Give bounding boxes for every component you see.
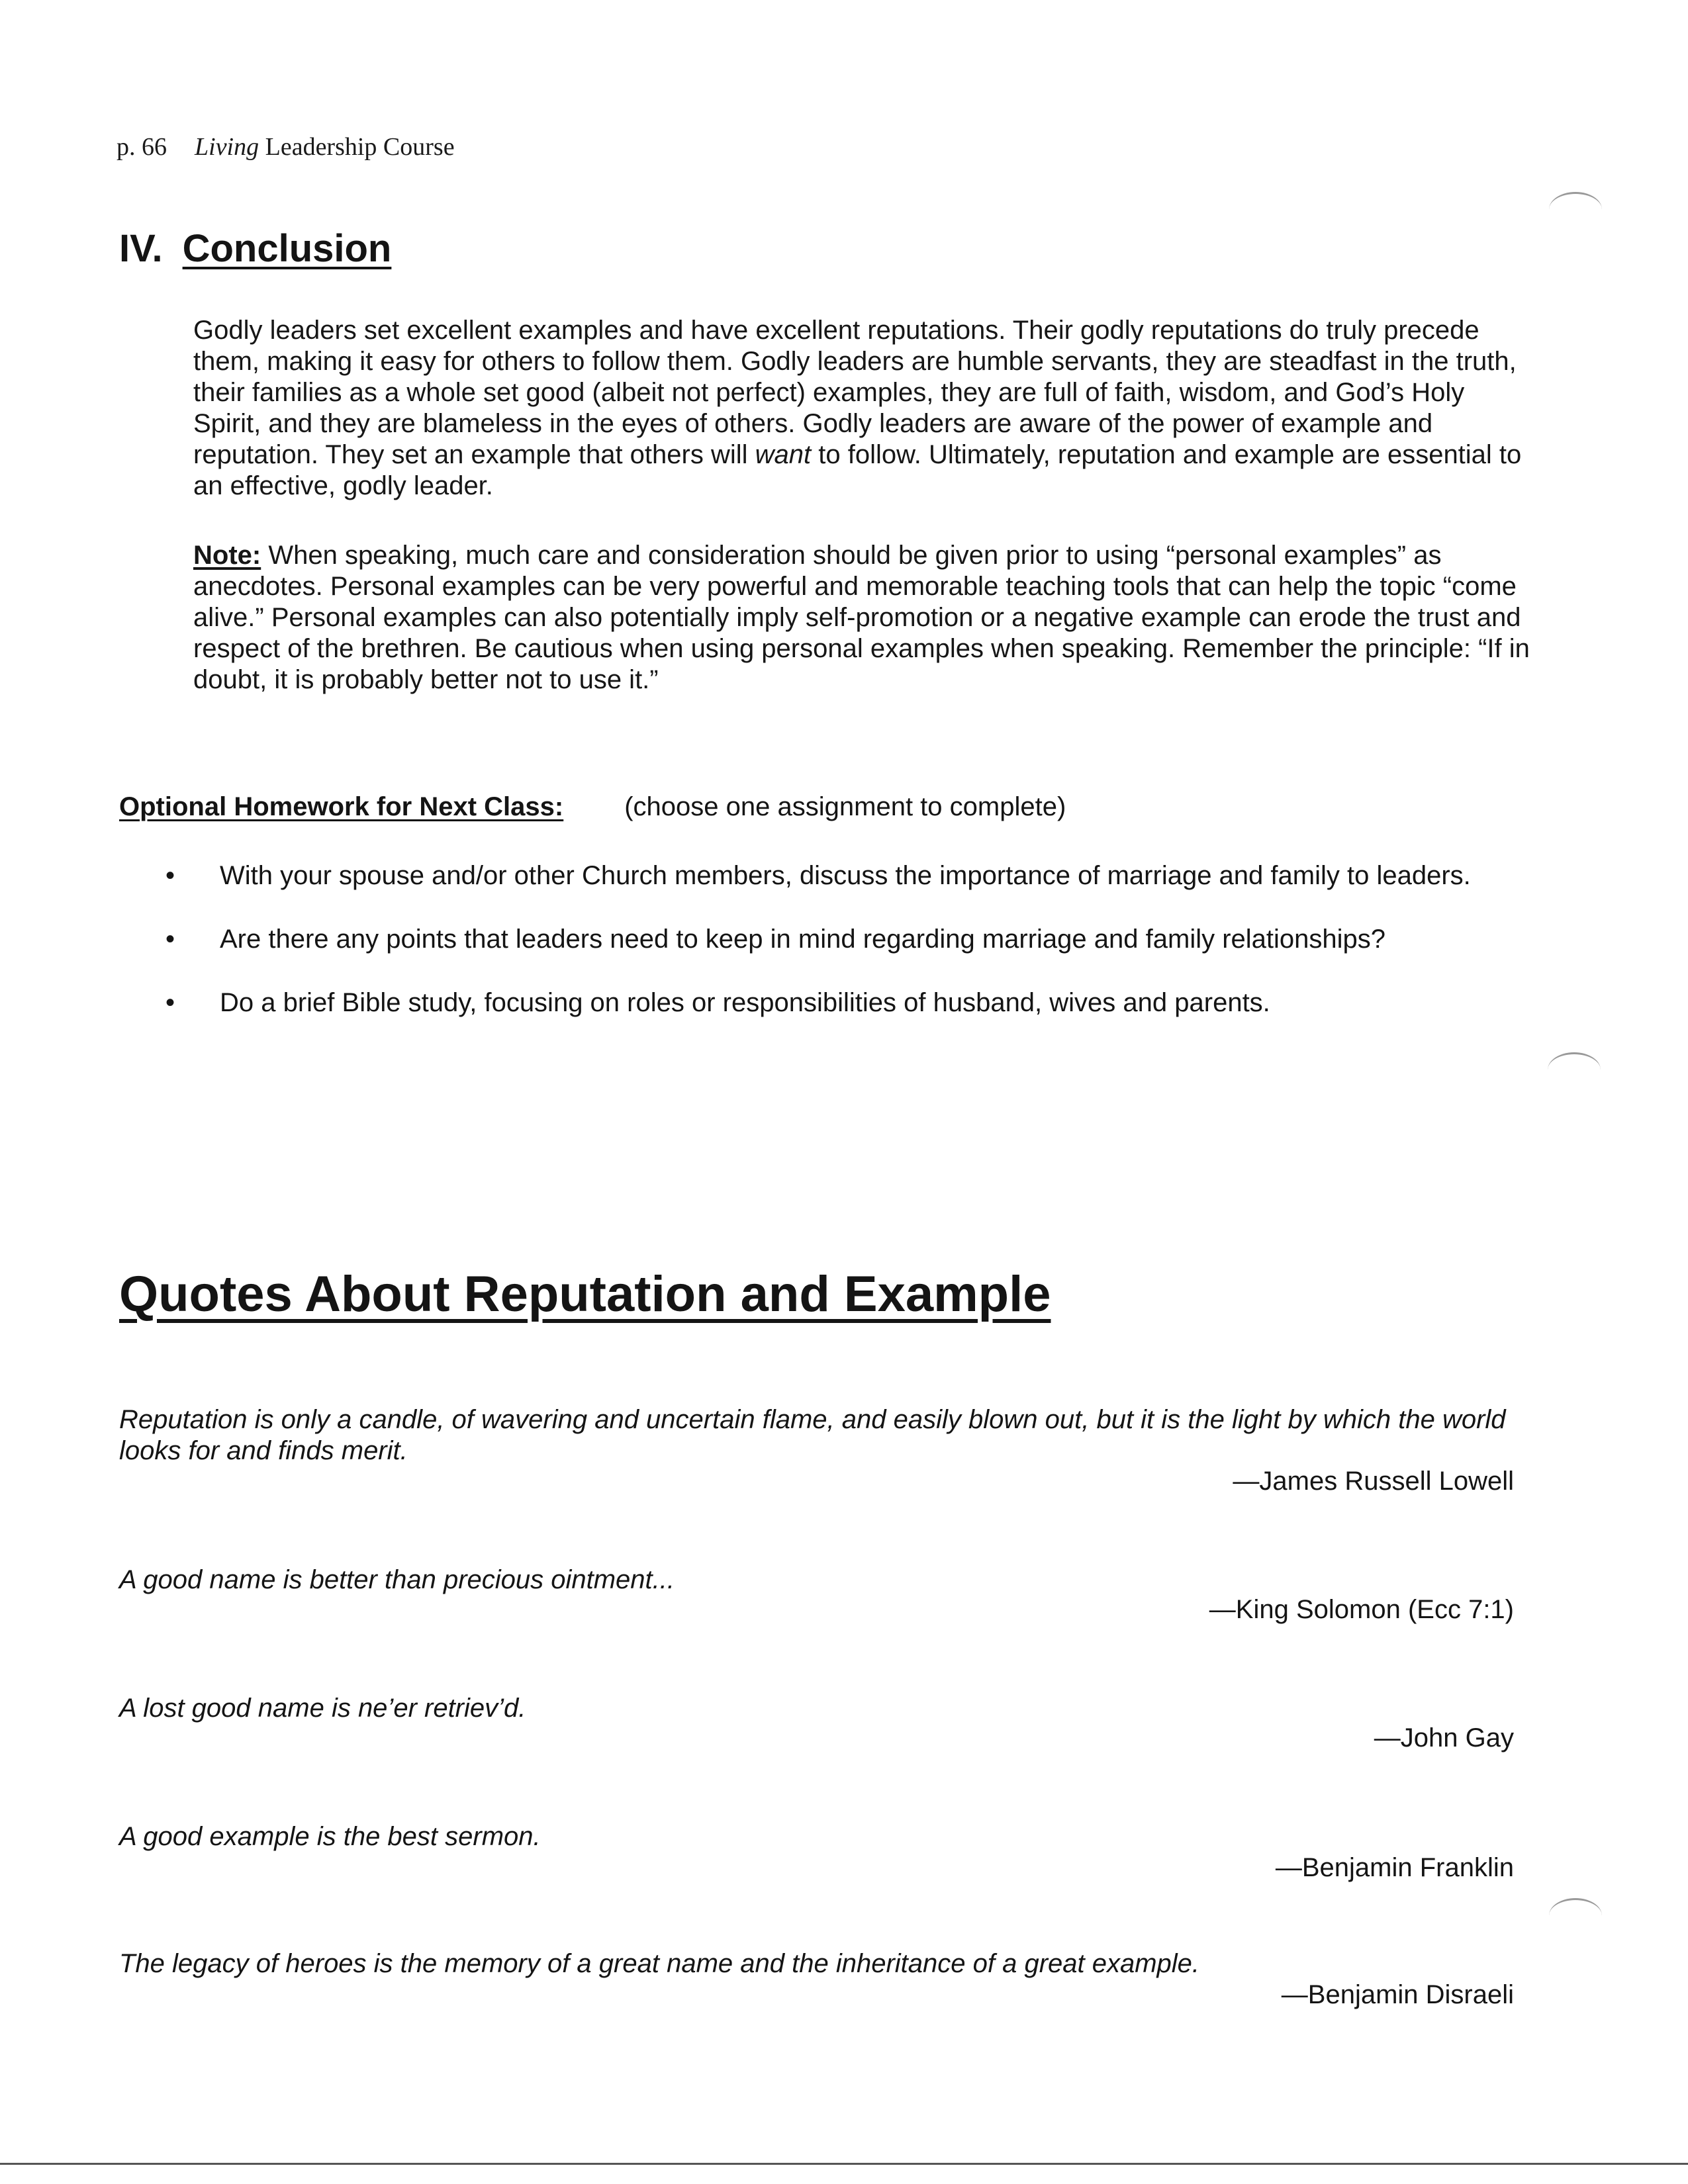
section-title: Conclusion (182, 227, 392, 270)
quote-text: The legacy of heroes is the memory of a great name and the inheritance of a great example. (119, 1949, 1200, 1978)
homework-label: Optional Homework for Next Class: (119, 792, 564, 821)
quote-text: A lost good name is ne’er retriev’d. (119, 1694, 526, 1723)
bullet-icon: • (165, 988, 175, 1017)
binder-hole-mark (1549, 192, 1602, 227)
quote-author: —James Russell Lowell (1233, 1467, 1514, 1496)
page-number: p. 66 (117, 133, 167, 161)
conclusion-emphasis: want (755, 440, 812, 469)
note-label: Note: (193, 541, 261, 570)
homework-list (165, 860, 1529, 1051)
quote-author: —Benjamin Franklin (1275, 1853, 1514, 1882)
homework-heading (119, 792, 1066, 822)
conclusion-paragraph (193, 315, 1530, 502)
conclusion-text-end: to follow. Ultimately, reputation and example are essential to an effective, godly leader. (193, 440, 1522, 500)
binder-hole-mark (1549, 1898, 1602, 1933)
quotes-heading: Quotes About Reputation and Example (119, 1266, 1051, 1322)
homework-item-text: Are there any points that leaders need to keep in mind regarding marriage and family relationships? (220, 925, 1386, 954)
running-header (117, 132, 455, 161)
note-text: When speaking, much care and consideration should be given prior to using “personal examples” as anecdotes. Personal examples can be very powerful and memorable teaching tools that can help the topic “come alive.” Personal examples can also potentially imply self-promotion or a negative example can erode the trust and respect of the brethren. Be cautious when using personal examples when speaking. Remember the principle: “If in doubt, it is probably better not to use it.” (193, 541, 1530, 694)
bullet-icon: • (165, 925, 175, 954)
homework-item-text: Do a brief Bible study, focusing on roles or responsibilities of husband, wives and parents. (220, 988, 1270, 1017)
list-item (165, 987, 1529, 1019)
note-paragraph (193, 540, 1530, 696)
quote-author: —John Gay (1374, 1723, 1514, 1752)
binder-hole-mark (1548, 1052, 1601, 1087)
quote-author: —Benjamin Disraeli (1281, 1980, 1514, 2009)
section-number: IV. (119, 227, 163, 270)
section-heading (119, 226, 391, 271)
course-title-italic: Living (195, 133, 259, 161)
quote-text: Reputation is only a candle, of wavering and uncertain flame, and easily blown out, but it is the light by which the world looks for and finds merit. (119, 1405, 1506, 1465)
list-item (165, 860, 1529, 891)
quote-text: A good example is the best sermon. (119, 1822, 541, 1851)
bullet-icon: • (165, 861, 175, 890)
quote-author: —King Solomon (Ecc 7:1) (1209, 1595, 1514, 1624)
bottom-rule (0, 2163, 1688, 2165)
list-item (165, 924, 1529, 955)
homework-instruction: (choose one assignment to complete) (624, 792, 1066, 821)
conclusion-text-start: Godly leaders set excellent examples and have excellent reputations. Their godly reputations do truly precede them, making it easy for others to follow them. Godly leaders are humble servants, they are steadfast in the truth, their families as a whole set good (albeit not perfect) examples, they are full of faith, wisdom, and God’s Holy Spirit, and they are blameless in the eyes of others. Godly leaders are aware of the power of example and reputation. They set an example that others will (193, 316, 1517, 469)
course-title-rest: Leadership Course (259, 133, 455, 161)
quote-text: A good name is better than precious ointment... (119, 1565, 675, 1594)
homework-item-text: With your spouse and/or other Church members, discuss the importance of marriage and family to leaders. (220, 861, 1471, 890)
